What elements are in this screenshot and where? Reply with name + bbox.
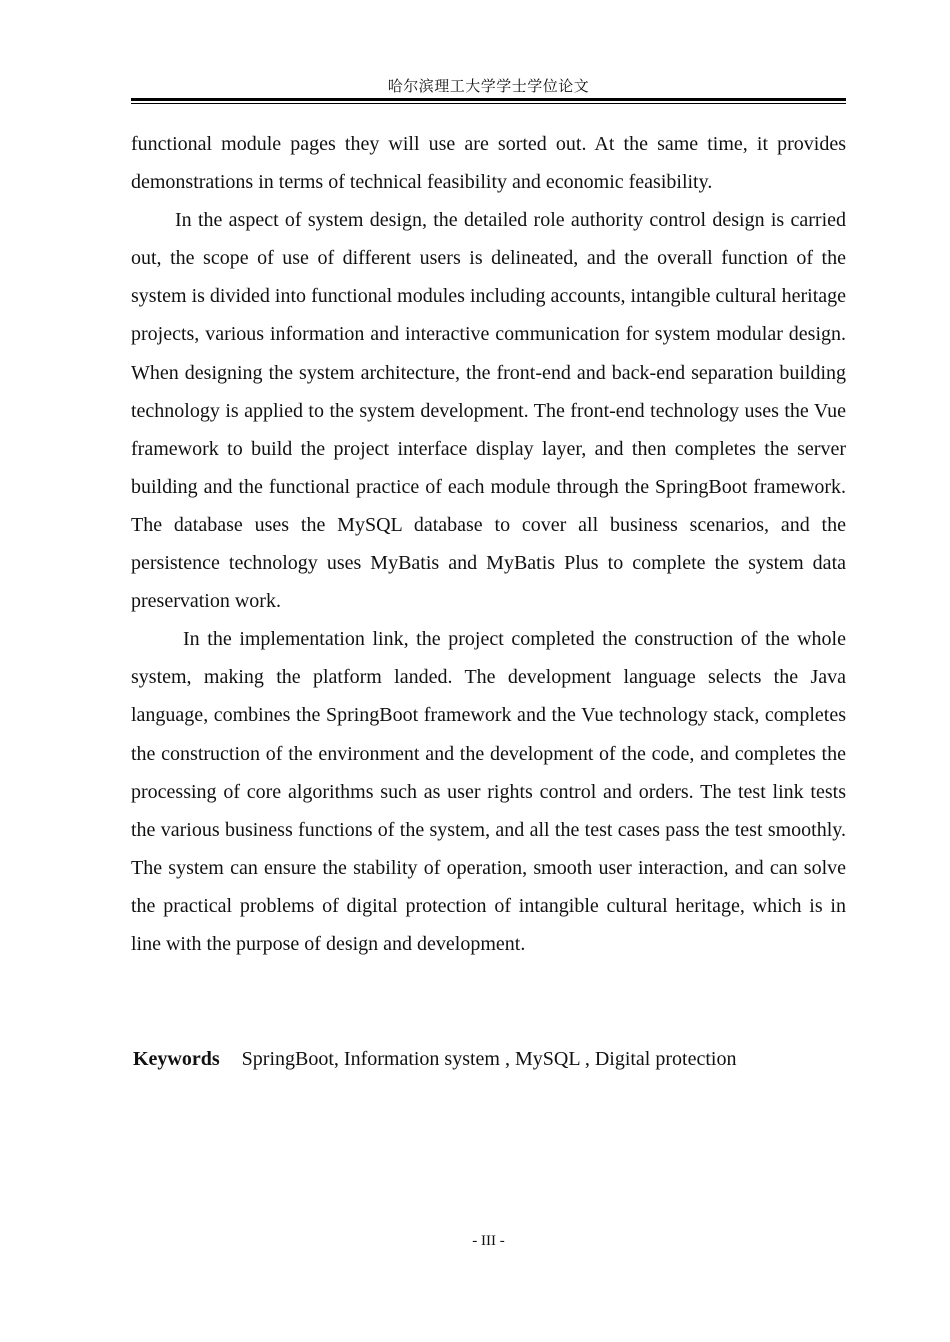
keywords-value: SpringBoot, Information system , MySQL , Digital protection (241, 1048, 737, 1070)
paragraph-continuation: functional module pages they will use are sorted out. At the same time, it provides demonstrations in terms of technical feasibility and economic feasibility. (131, 133, 846, 194)
paragraph-system-design: In the aspect of system design, the detailed role authority control design is carried out, the scope of use of different users is delineated, and the overall function of the system is divided into functional modules including accounts, intangible cultural heritage projects, various information and interactive communication for system modular design. When designing the system architecture, the front-end and back-end separation building technology is applied to the system development. The front-end technology uses the Vue framework to build the project interface display layer, and then completes the server building and the functional practice of each module through the SpringBoot framework. The database uses the MySQL database to cover all business scenarios, and the persistence technology uses MyBatis and MyBatis Plus to complete the system data preservation work. (131, 209, 846, 613)
page-number: - III - (472, 1233, 505, 1249)
paragraph-implementation: In the implementation link, the project completed the construction of the whole system, making the platform landed. The development language selects the Java language, combines the SpringBoot framework and the Vue technology stack, completes the construction of the environment and the development of the code, and completes the processing of core algorithms such as user rights control and orders. The test link tests the various business functions of the system, and all the test cases pass the test smoothly. The system can ensure the stability of operation, smooth user interaction, and can solve the practical problems of digital protection of intangible cultural heritage, which is in line with the purpose of design and development. (131, 628, 846, 955)
keywords-label: Keywords (133, 1048, 220, 1070)
keywords-line (133, 1040, 848, 1078)
abstract-body (131, 125, 846, 963)
running-header: 哈尔滨理工大学学士学位论文 (387, 77, 590, 95)
header-rule-thin (131, 103, 846, 104)
header-rule-thick (131, 98, 846, 101)
